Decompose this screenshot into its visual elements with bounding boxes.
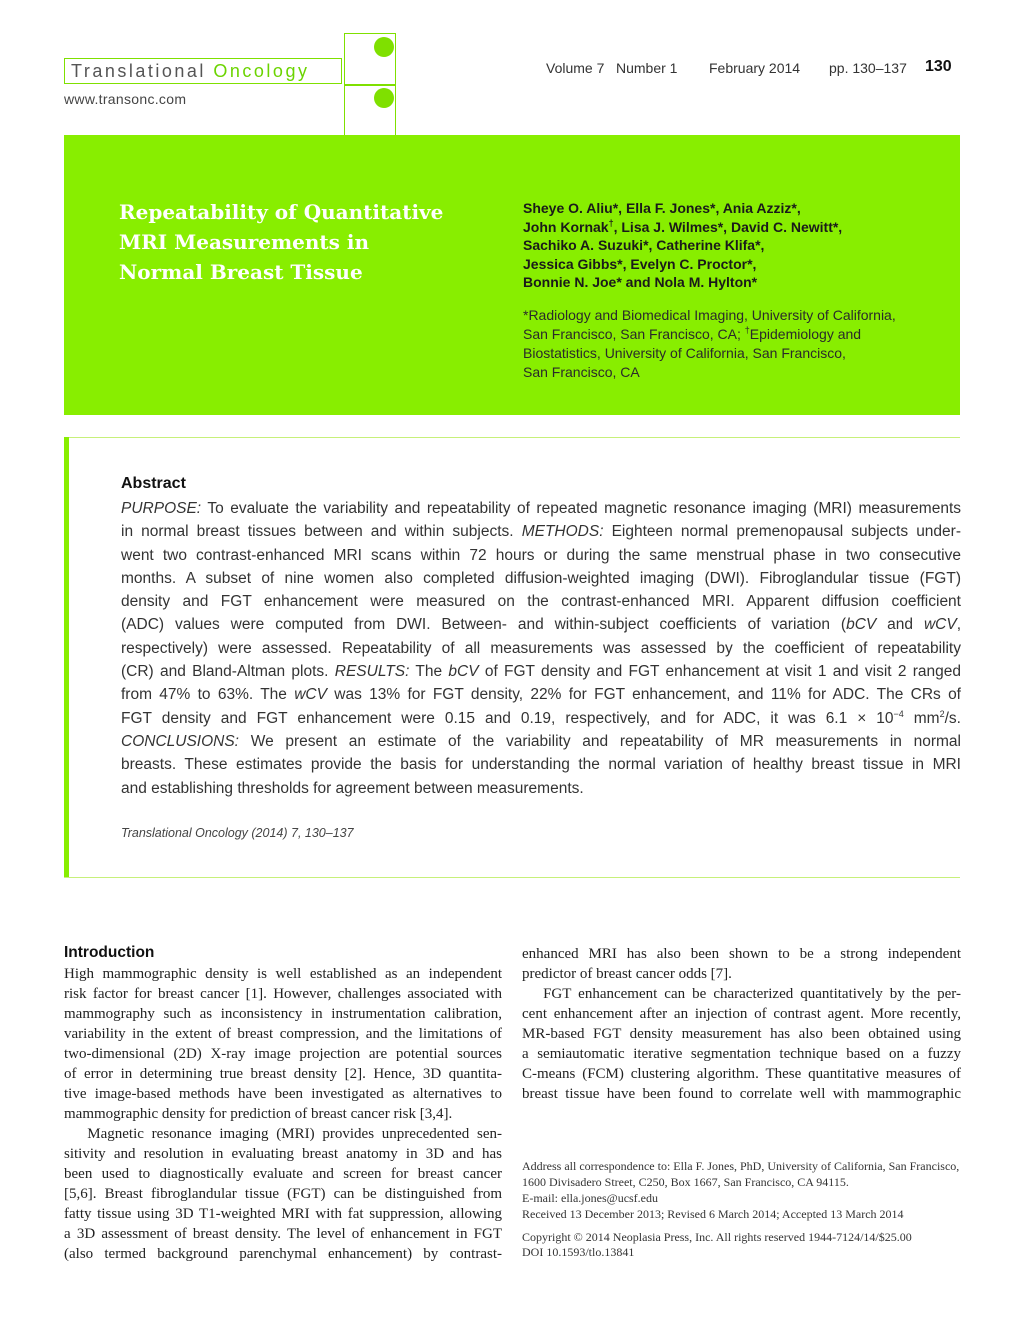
title-line: Repeatability of Quantitative [119,200,444,224]
results-label: RESULTS: [334,663,410,681]
affiliations: *Radiology and Biomedical Imaging, University of California, San Francisco, San Francisco, CA; †Epidemiology and Biostatistics, University of California, San Francisco, San Francisco, CA [523,307,896,380]
body-column-left [64,964,502,1264]
text-line: C-means (FCM) clustering algorithm. These quantitative measures of [522,1066,961,1082]
text-line: sitivity and resolution in evaluating breast anatomy in 3D and has [64,1146,502,1162]
author-line: Sachiko A. Suzuki*, Catherine Klifa*, [523,237,765,253]
text-line: tive image-based methods have been investigated as alternatives to [64,1086,502,1102]
text-line: been used to diagnostically evaluate and screen for breast cancer [64,1166,502,1182]
text-line: variability in the extent of breast compression, and the limitations of [64,1026,502,1042]
text-line: [5,6]. Breast fibroglandular tissue (FGT) can be distinguished from [64,1186,502,1202]
copyright-block: Copyright © 2014 Neoplasia Press, Inc. All rights reserved 1944-7124/14/$25.00 DOI 10.1593/tlo.13841 [522,1230,962,1260]
issue-number: Number 1 [616,60,678,76]
text-line: breast tissue have been found to correlate well with mammographic [522,1086,961,1102]
text-line: a semiautomatic iterative segmentation technique based on a fuzzy [522,1046,961,1062]
title-line: Normal Breast Tissue [119,260,363,284]
issue-date: February 2014 [709,60,801,76]
email-link[interactable]: E-mail: ella.jones@ucsf.edu [522,1191,659,1205]
text-line: of error in determining true breast density [2]. Hence, 3D quantita- [64,1066,502,1082]
author-line: Jessica Gibbs*, Evelyn C. Proctor*, [523,255,757,272]
correspondence-block: Address all correspondence to: Ella F. Jones, PhD, University of California, San Francisco, 1600 Divisadero Street, C250, Box 1667, San Francisco, CA 94115. E-mail: ella.jones@ucsf.edu Received 13 December 2013; Revised 6 March 2014; Accepted 13 March 2014 [522,1158,962,1222]
text-line: mammography such as inconsistency in instrumentation calibration, [64,1006,502,1022]
abstract-accent-bar [64,437,69,878]
volume: Volume 7 [546,60,605,76]
text-line: MR-based FGT density measurement has also been obtained using [522,1026,961,1042]
author-list [523,199,943,292]
text-line: a 3D assessment of breast density. The level of enhancement in FGT [64,1226,502,1242]
purpose-label: PURPOSE: [121,500,202,517]
text-line: two-dimensional (2D) X-ray image projection are potential sources [64,1046,502,1062]
text-line: fatty tissue using 3D T1-weighted MRI with fat suppression, allowing [64,1206,502,1222]
journal-name-part2: Oncology [213,61,310,81]
conclusions-label: CONCLUSIONS: [121,732,239,750]
introduction-heading: Introduction [64,944,155,961]
abstract-body: PURPOSE: To evaluate the variability and repeatability of repeated magnetic resonance imaging (MRI) measurements in normal breast tissues between and within subjects. METHODS: Eighteen normal premenopausal subjects under- went two contrast-enhanced MRI scans within 72 hours or during the same menstrual phase in two consecutive months. A subset of nine women also completed diffusion-weighted imaging (DWI). Fibroglandular tissue (FGT) density and FGT enhancement were measured on the contrast-enhanced MRI. Apparent diffusion coefficient (ADC) values were computed from DWI. Between- and within-subject coefficients of variation (bCV and wCV, respectively) were assessed. Repeatability of all measurements was assessed by the coefficient of repeatability (CR) and Bland-Altman plots. RESULTS: The bCV of FGT density and FGT enhancement at visit 1 and visit 2 ranged from 47% to 63%. The wCV was 13% for FGT density, 22% for FGT enhancement, and 11% for ADC. The CRs of FGT density and FGT enhancement were 0.15 and 0.19, respectively, and for ADC, it was $6.1 \times 10^{-4}$ $mm^2/s$. CONCLUSIONS: We present an estimate of the variability and repeatability of MR measurements in normal breasts. These estimates provide the basis for understanding the normal variation of healthy breast tissue in MRI and establishing thresholds for agreement between measurements. [121,500,962,797]
text-line: (also termed background parenchymal enhancement) by contrast- [64,1246,502,1262]
logo-dot-bottom-icon [374,88,394,108]
text-line: predictor of breast cancer odds [7]. [522,966,732,982]
text-line: enhanced MRI has also been shown to be a strong independent [522,946,961,962]
text-line: High mammographic density is well established as an independent [64,966,502,982]
page-number: 130 [925,58,952,75]
body-column-right [522,944,961,1104]
text-line: FGT enhancement can be characterized quantitatively by the per- [522,986,961,1002]
text-line: mammographic density for prediction of breast cancer risk [3,4]. [64,1106,453,1122]
author-line: Bonnie N. Joe* and Nola M. Hylton* [523,274,758,290]
abstract-border-top [64,437,960,438]
journal-url[interactable]: www.transonc.com [64,91,187,107]
title-line: MRI Measurements in [119,230,369,254]
page-range: pp. 130–137 [829,60,907,76]
text-line: Magnetic resonance imaging (MRI) provides unprecedented sen- [64,1126,502,1142]
citation: Translational Oncology (2014) 7, 130–137 [121,826,354,840]
journal-name-part1: Translational [71,61,206,81]
author-line: John Kornak†, Lisa J. Wilmes*, David C. Newitt*, [523,217,843,235]
author-line: Sheye O. Aliu*, Ella F. Jones*, Ania Azziz*, [523,200,801,216]
doi-link[interactable]: DOI 10.1593/tlo.13841 [522,1245,635,1259]
logo-dot-top-icon [374,37,394,57]
journal-logo [64,58,342,84]
methods-label: METHODS: [521,523,604,541]
text-line: risk factor for breast cancer [1]. However, challenges associated with [64,986,502,1002]
received-dates: Received 13 December 2013; Revised 6 March 2014; Accepted 13 March 2014 [522,1207,904,1221]
text-line: cent enhancement after an injection of contrast agent. More recently, [522,1006,961,1022]
article-title [119,197,479,287]
abstract-border-bottom [64,877,960,878]
abstract-heading: Abstract [121,475,186,492]
